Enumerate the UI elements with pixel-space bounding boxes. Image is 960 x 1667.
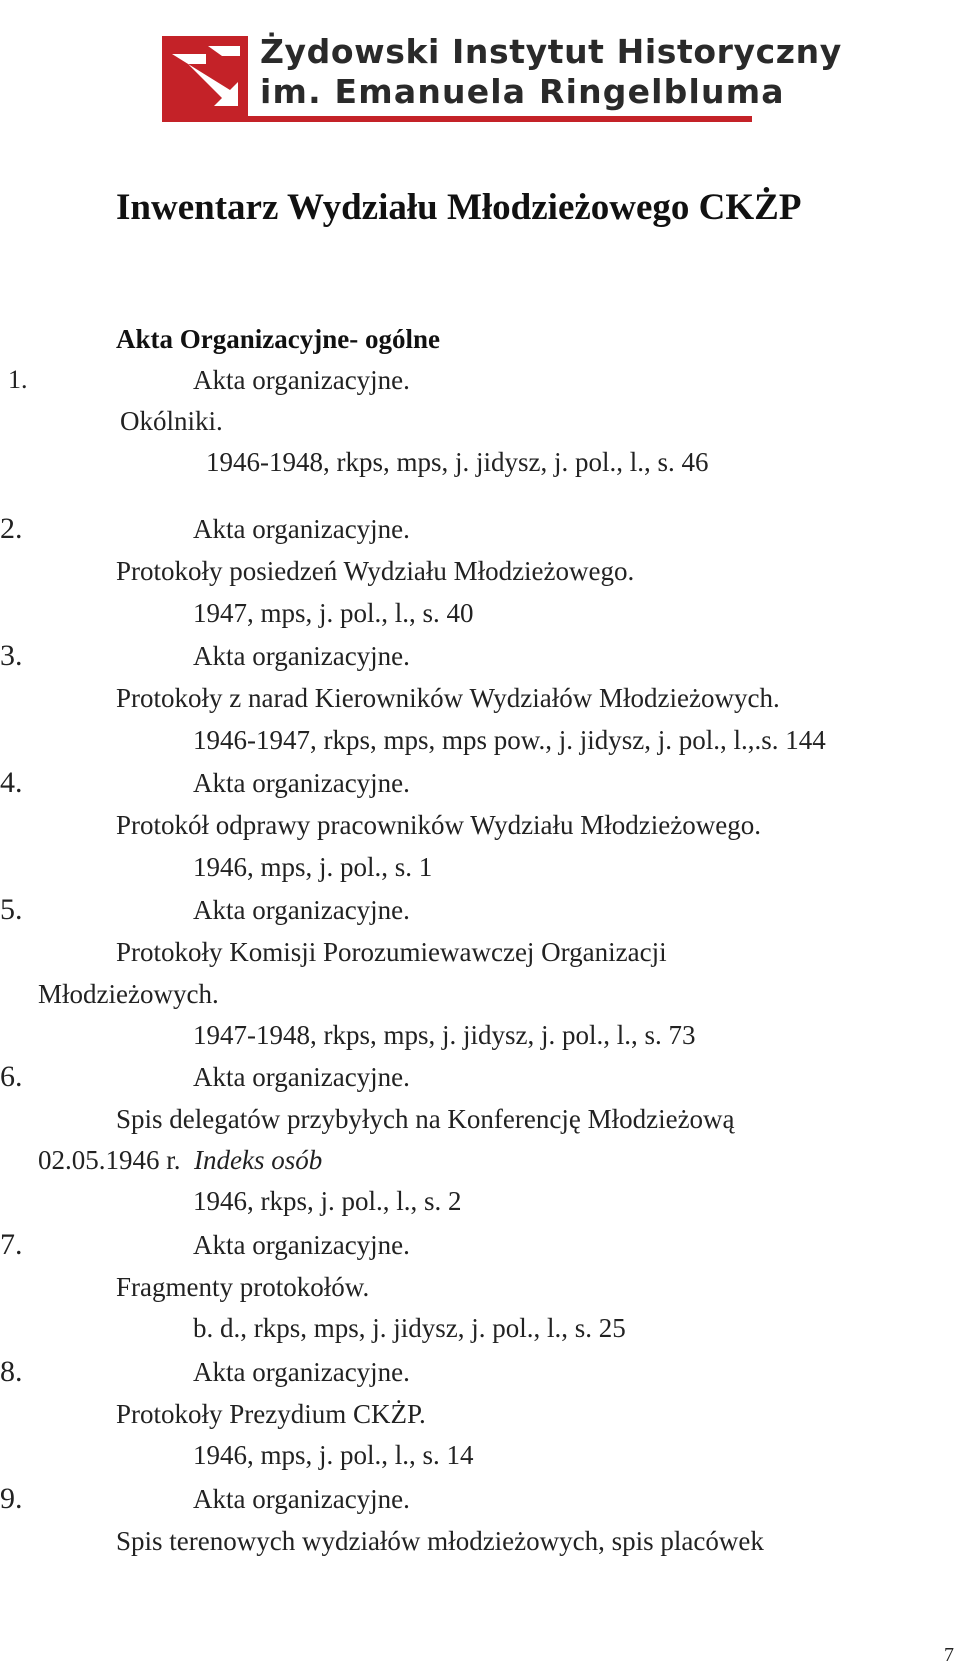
entry-number: 4. [0,766,23,799]
entry-details: 1946, mps, j. pol., l., s. 14 [193,1440,474,1470]
page-number: 7 [944,1644,954,1666]
entry-number: 5. [0,893,23,926]
entry-number: 1. [8,365,28,394]
entry-date: 02.05.1946 r. [38,1145,181,1175]
entry-details: 1947, mps, j. pol., l., s. 40 [193,598,474,628]
entry-number: 3. [0,639,23,672]
entry-type: Akta organizacyjne. [193,895,410,925]
entry-number: 9. [0,1482,23,1515]
entry-type: Akta organizacyjne. [193,1357,410,1387]
entry-number: 8. [0,1355,23,1388]
logo-line-1: Żydowski Instytut Historyczny [260,32,842,71]
entry-title: Protokoły z narad Kierowników Wydziałów Młodzieżowych. [116,683,780,713]
logo-underline [162,116,752,122]
logo-text [260,32,842,112]
document-title: Inwentarz Wydziału Młodzieżowego CKŻP [116,187,802,228]
entry-title: Protokoły Komisji Porozumiewawczej Organizacji [116,937,667,967]
entry-details: b. d., rkps, mps, j. jidysz, j. pol., l., s. 25 [193,1313,626,1343]
entry-title: Fragmenty protokołów. [116,1272,370,1302]
entry-details: 1946, mps, j. pol., s. 1 [193,852,433,882]
entry-number: 7. [0,1228,23,1261]
person-index-note: Indeks osób [194,1145,323,1175]
entry-details: 1946, rkps, j. pol., l., s. 2 [193,1186,462,1216]
entry-title: Okólniki. [120,406,223,436]
entry-type: Akta organizacyjne. [193,641,410,671]
entry-title-continuation [38,1143,322,1177]
entry-title: Protokół odprawy pracowników Wydziału Młodzieżowego. [116,810,761,840]
entry-details: 1946-1947, rkps, mps, mps pow., j. jidysz, j. pol., l.,.s. 144 [193,725,826,755]
entry-title: Protokoły posiedzeń Wydziału Młodzieżowego. [116,556,635,586]
entry-title: Protokoły Prezydium CKŻP. [116,1399,426,1429]
entry-title: Spis terenowych wydziałów młodzieżowych, spis placówek [116,1526,764,1556]
entry-title-continuation: Młodzieżowych. [38,979,219,1009]
entry-type: Akta organizacyjne. [193,768,410,798]
institute-logo [162,32,842,126]
entry-type: Akta organizacyjne. [193,1230,410,1260]
section-heading: Akta Organizacyjne- ogólne [116,324,440,354]
entry-type: Akta organizacyjne. [193,1484,410,1514]
entry-details: 1947-1948, rkps, mps, j. jidysz, j. pol., l., s. 73 [193,1020,696,1050]
entry-number: 6. [0,1060,23,1093]
institute-emblem-icon [162,36,248,116]
entry-type: Akta organizacyjne. [193,365,410,395]
entry-type: Akta organizacyjne. [193,514,410,544]
logo-line-2: im. Emanuela Ringelbluma [260,72,785,111]
entry-details: 1946-1948, rkps, mps, j. jidysz, j. pol., l., s. 46 [206,447,709,477]
entry-number: 2. [0,512,23,545]
entry-title: Spis delegatów przybyłych na Konferencję Młodzieżową [116,1104,735,1134]
entry-type: Akta organizacyjne. [193,1062,410,1092]
